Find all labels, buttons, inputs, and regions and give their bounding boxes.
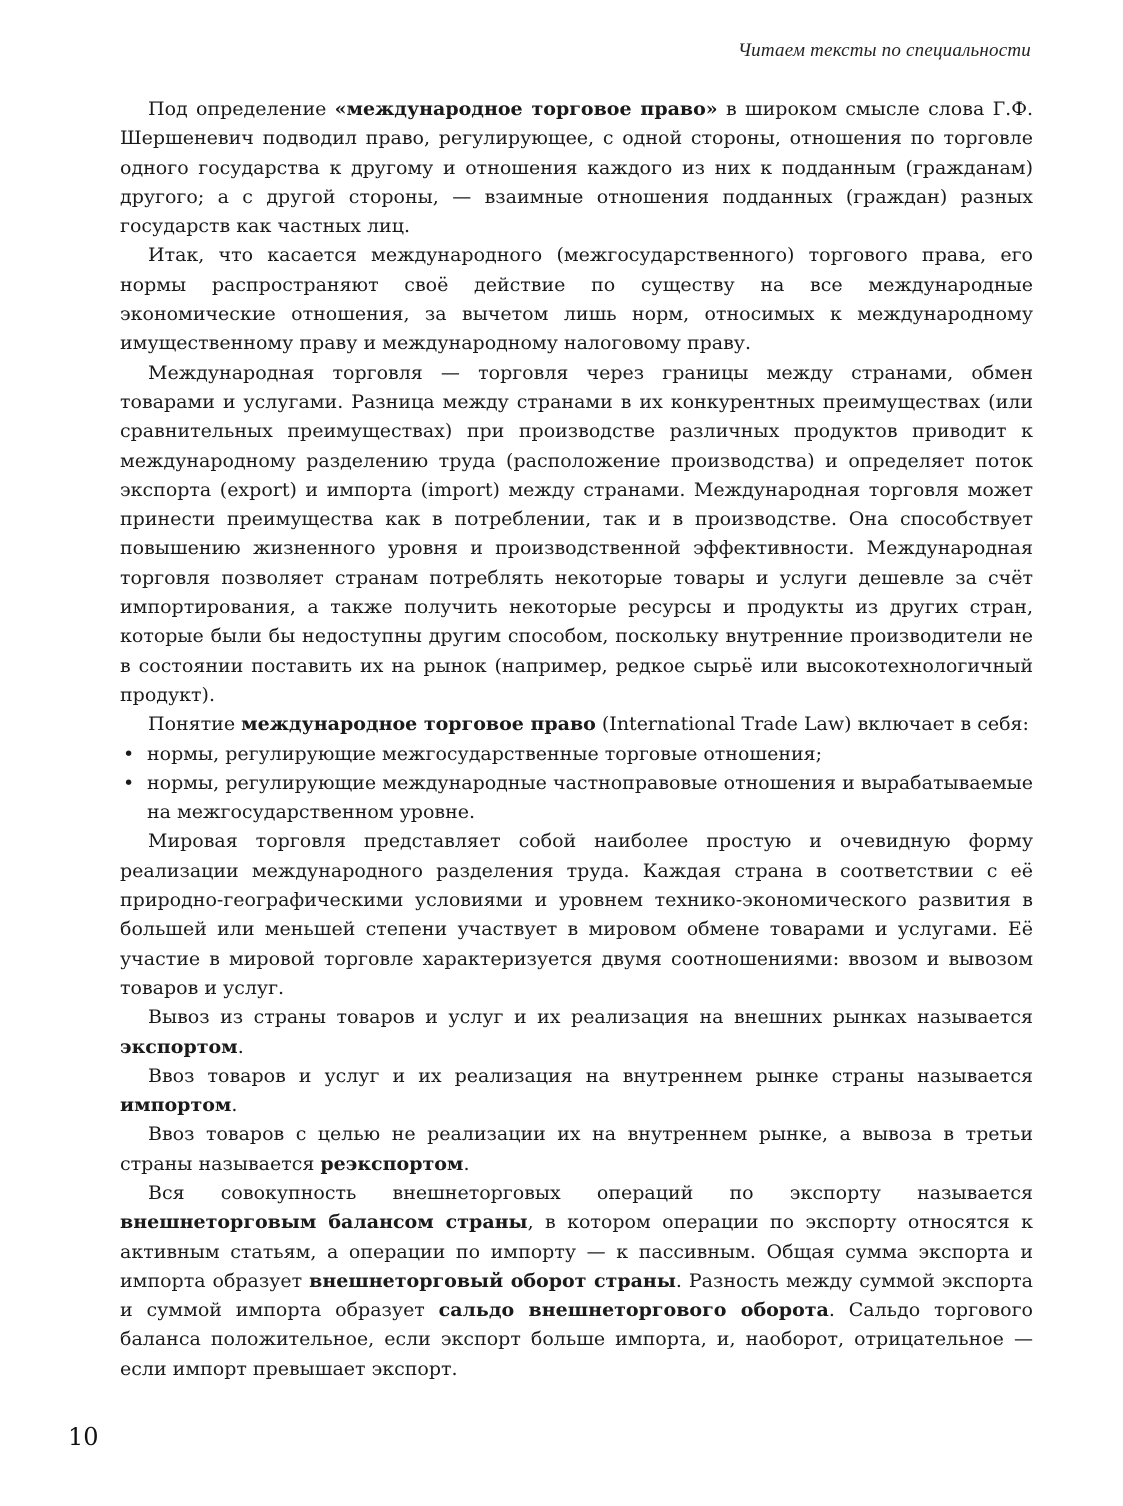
text-segment: . bbox=[463, 1152, 470, 1175]
text-segment: , в котором операции по экспорту относятся к активным статьям, а операции по импорту — к пассивным. Общая сумма экспорта и импорта образует bbox=[120, 1211, 1033, 1292]
text-segment: Ввоз товаров и услуг и их реализация на внутреннем рынке страны называется bbox=[148, 1064, 1033, 1087]
bullet-icon: • bbox=[123, 771, 135, 794]
bold-term: сальдо внешнеторгового оборота bbox=[438, 1299, 829, 1322]
paragraphs-after-list bbox=[120, 827, 1033, 1384]
bold-term: «международное торговое право» bbox=[334, 98, 718, 120]
bold-term: экспортом bbox=[120, 1035, 238, 1058]
paragraph bbox=[120, 95, 1033, 241]
text-segment: . Сальдо торгового баланса положительное, если экспорт больше импорта, и, наоборот, отрицательное — если импорт превышает экспорт. bbox=[120, 1299, 1033, 1380]
paragraph bbox=[120, 710, 1033, 739]
text-segment: Международная торговля — торговля через границы между странами, обмен товарами и услугами. Разница между странами в их конкурентных преимуществах (или сравнительных преимуществах) при производстве различных продуктов приводит к международному разделению труда (расположение производства) и определяет поток экспорта (export) и импорта (import) между странами. Международная торговля может принести преимущества как в потреблении, так и в производстве. Она способствует повышению жизненного уровня и производственной эффективности. Международная торговля позволяет странам потреблять некоторые товары и услуги дешевле за счёт импортирования, а также получить некоторые ресурсы и продукты из других стран, которые были бы недоступны другим способом, поскольку внутренние производители не в состоянии поставить их на рынок (например, редкое сырьё или высокотехнологичный продукт). bbox=[120, 361, 1033, 706]
list-item: • нормы, регулирующие международные частноправовые отношения и вырабатываемые на межгосударственном уровне. bbox=[120, 769, 1033, 828]
bold-term: импортом bbox=[120, 1094, 232, 1117]
text-segment: . Разность между суммой экспорта и суммой импорта образует bbox=[120, 1269, 1033, 1322]
text-segment: Вся совокупность внешнеторговых операций по экспорту называется bbox=[148, 1181, 1033, 1204]
text-segment: Ввоз товаров с целью не реализации их на внутреннем рынке, а вывоза в третьи страны называется bbox=[120, 1123, 1033, 1175]
text-segment: Понятие bbox=[148, 713, 242, 736]
bullet-list bbox=[120, 740, 1033, 828]
paragraphs-before-list bbox=[120, 95, 1033, 740]
list-item: • нормы, регулирующие межгосударственные торговые отношения; bbox=[120, 740, 1033, 769]
paragraph bbox=[120, 1179, 1033, 1384]
running-header: Читаем тексты по специальности bbox=[737, 40, 1031, 61]
text-segment: Мировая торговля представляет собой наиболее простую и очевидную форму реализации международного разделения труда. Каждая страна в соответствии с её природно-географическими условиями и уровнем технико-экономического развития в большей или меньшей степени участвует в мировом обмене товарами и услугами. Её участие в мировой торговле характеризуется двумя соотношениями: ввозом и вывозом товаров и услуг. bbox=[120, 830, 1033, 999]
text-segment: . bbox=[231, 1094, 238, 1117]
text-segment: в широком смысле слова Г.Ф. Шершеневич подводил право, регулирующее, с одной стороны, отношения по торговле одного государства к другому и отношения каждого из них к подданным (гражданам) другого; а с другой стороны, — взаимные отношения подданных (граждан) разных государств как частных лиц. bbox=[120, 98, 1034, 238]
paragraph bbox=[120, 241, 1033, 358]
bold-term: реэкспортом bbox=[320, 1152, 464, 1175]
text-block bbox=[120, 95, 1033, 1384]
paragraph bbox=[120, 827, 1033, 1003]
bullet-icon: • bbox=[123, 742, 135, 765]
text-segment: . bbox=[237, 1035, 244, 1058]
bold-term: международное торговое право bbox=[241, 713, 596, 736]
text-segment: Под определение bbox=[148, 98, 335, 120]
page-number: 10 bbox=[68, 1423, 99, 1451]
bold-term: внешнеторговым балансом страны bbox=[120, 1211, 528, 1234]
paragraph bbox=[120, 1062, 1033, 1121]
text-segment: Вывоз из страны товаров и услуг и их реализация на внешних рынках называется bbox=[148, 1006, 1033, 1029]
paragraph bbox=[120, 1003, 1033, 1062]
text-segment: Итак, что касается международного (межгосударственного) торгового права, его нормы распространяют своё действие по существу на все международные экономические отношения, за вычетом лишь норм, относимых к международному имущественному праву и международному налоговому праву. bbox=[120, 244, 1033, 355]
text-segment: (International Trade Law) включает в себя: bbox=[595, 713, 1029, 736]
paragraph bbox=[120, 359, 1033, 711]
paragraph bbox=[120, 1120, 1033, 1179]
bold-term: внешнеторговый оборот страны bbox=[309, 1269, 676, 1292]
